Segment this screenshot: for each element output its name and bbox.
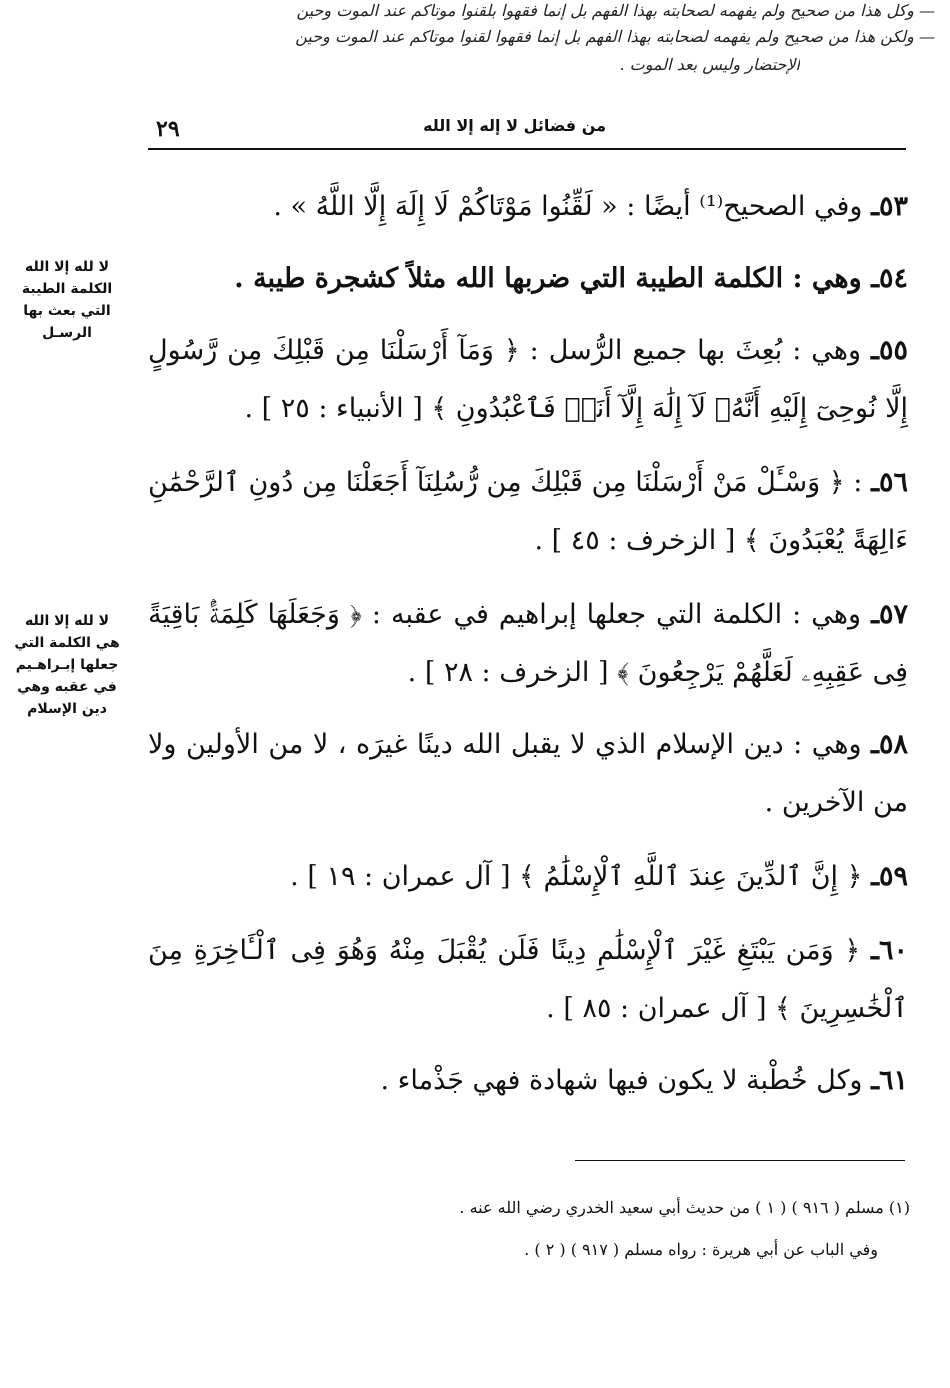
- running-title: من فضائل لا إله إلا الله: [423, 116, 606, 135]
- margin-note-2: لا لله إلا الله هي الكلمة التي جعلها إبـراهـيم في عقبه وهي دين الإسلام: [14, 613, 120, 717]
- entry-number: ٦١ـ: [871, 1065, 908, 1096]
- entry-number: ٥٤ـ: [871, 263, 908, 294]
- entry-number: ٥٧ـ: [871, 599, 908, 630]
- margin-note-1: لا لله إلا الله الكلمة الطيبة التي بعث بها الرسـل: [21, 259, 113, 341]
- entry-text: ﴿ وَمَن يَبْتَغِ غَيْرَ ٱلْإِسْلَٰمِ دِينًا فَلَن يُقْبَلَ مِنْهُ وَهُوَ فِى ٱلْـَٔاخِرَةِ مِنَ ٱلْخَٰسِرِينَ ﴾ [ آل عمران : ٨٥ ] .: [148, 935, 908, 1024]
- entry-number: ٥٣ـ: [871, 191, 908, 222]
- entry-text: ﴿ إِنَّ ٱلدِّينَ عِندَ ٱللَّهِ ٱلْإِسْلَٰمُ ﴾ [ آل عمران : ١٩ ] .: [290, 861, 863, 892]
- header-rule: [148, 148, 906, 150]
- entry-text: وكل خُطْبة لا يكون فيها شهادة فهي جَذْماء .: [380, 1065, 863, 1096]
- entry-text: وهي : دين الإسلام الذي لا يقبل الله دينًا غيرَه ، لا من الأولين ولا من الآخرين .: [148, 729, 908, 818]
- entry-59: [148, 848, 908, 906]
- entry-61: [148, 1052, 908, 1110]
- entry-text: وهي : بُعِثَ بها جميع الرُّسل : ﴿ وَمَآ أَرْسَلْنَا مِن قَبْلِكَ مِن رَّسُولٍ إِلَّا نُوحِىٓ إِلَيْهِ أَنَّهُۥ لَآ إِلَٰهَ إِلَّآ أَنَا۠ فَٱعْبُدُونِ ﴾ [ الأنبياء : ٢٥ ] .: [148, 335, 908, 424]
- footnote-1: (١) مسلم ( ٩١٦ ) ( ١ ) من حديث أبي سعيد الخدري رضي الله عنه .: [459, 1198, 910, 1217]
- entry-number: ٥٨ـ: [871, 729, 908, 760]
- entry-text: وهي : الكلمة التي جعلها إبراهيم في عقبه : ﴿ وَجَعَلَهَا كَلِمَةًۢ بَاقِيَةً فِى عَقِبِهِۦ لَعَلَّهُمْ يَرْجِعُونَ ﴾ [ الزخرف : ٢٨ ] .: [148, 599, 908, 688]
- entry-53: [148, 178, 908, 236]
- footnote-rule: [575, 1160, 905, 1161]
- entry-55: [148, 322, 908, 438]
- entry-58: [148, 716, 908, 832]
- handwritten-note-line-2: — ولكن هذا من صحيح ولم يفهمه لصحابته بهذا الفهم بل إنما فقهوا لقنوا موتاكم عند الموت وحين: [295, 27, 935, 46]
- entry-text: : ﴿ وَسْـَٔلْ مَنْ أَرْسَلْنَا مِن قَبْلِكَ مِن رُّسُلِنَآ أَجَعَلْنَا مِن دُونِ ٱلرَّحْمَٰنِ ءَالِهَةً يُعْبَدُونَ ﴾ [ الزخرف : ٤٥ ] .: [148, 467, 908, 556]
- footnote-2: وفي الباب عن أبي هريرة : رواه مسلم ( ٩١٧ ) ( ٢ ) .: [524, 1240, 878, 1259]
- entry-56: [148, 454, 908, 570]
- entry-number: ٥٦ـ: [871, 467, 908, 498]
- entry-57: [148, 586, 908, 702]
- entry-number: ٥٥ـ: [871, 335, 908, 366]
- entry-60: [148, 922, 908, 1038]
- handwritten-note-line-3: الإحتضار وليس بعد الموت .: [619, 55, 800, 74]
- entry-number: ٥٩ـ: [871, 861, 908, 892]
- handwritten-note-line-1: — وكل هذا من صحيح ولم يفهمه لصحابته بهذا الفهم بل إنما فقهوا بلقنوا موتاكم عند الموت وحين: [296, 1, 935, 20]
- entry-54: [148, 250, 908, 308]
- page-header: [148, 108, 906, 148]
- entry-text: وهي : الكلمة الطيبة التي ضربها الله مثلاً كشجرة طيبة .: [234, 263, 862, 294]
- entry-number: ٦٠ـ: [871, 935, 908, 966]
- entry-text: وفي الصحيح⁽¹⁾ أيضًا : « لَقِّنُوا مَوْتَاكُمْ لَا إِلَهَ إِلَّا اللَّهُ » .: [273, 191, 863, 222]
- page-number: ٢٩: [156, 116, 180, 142]
